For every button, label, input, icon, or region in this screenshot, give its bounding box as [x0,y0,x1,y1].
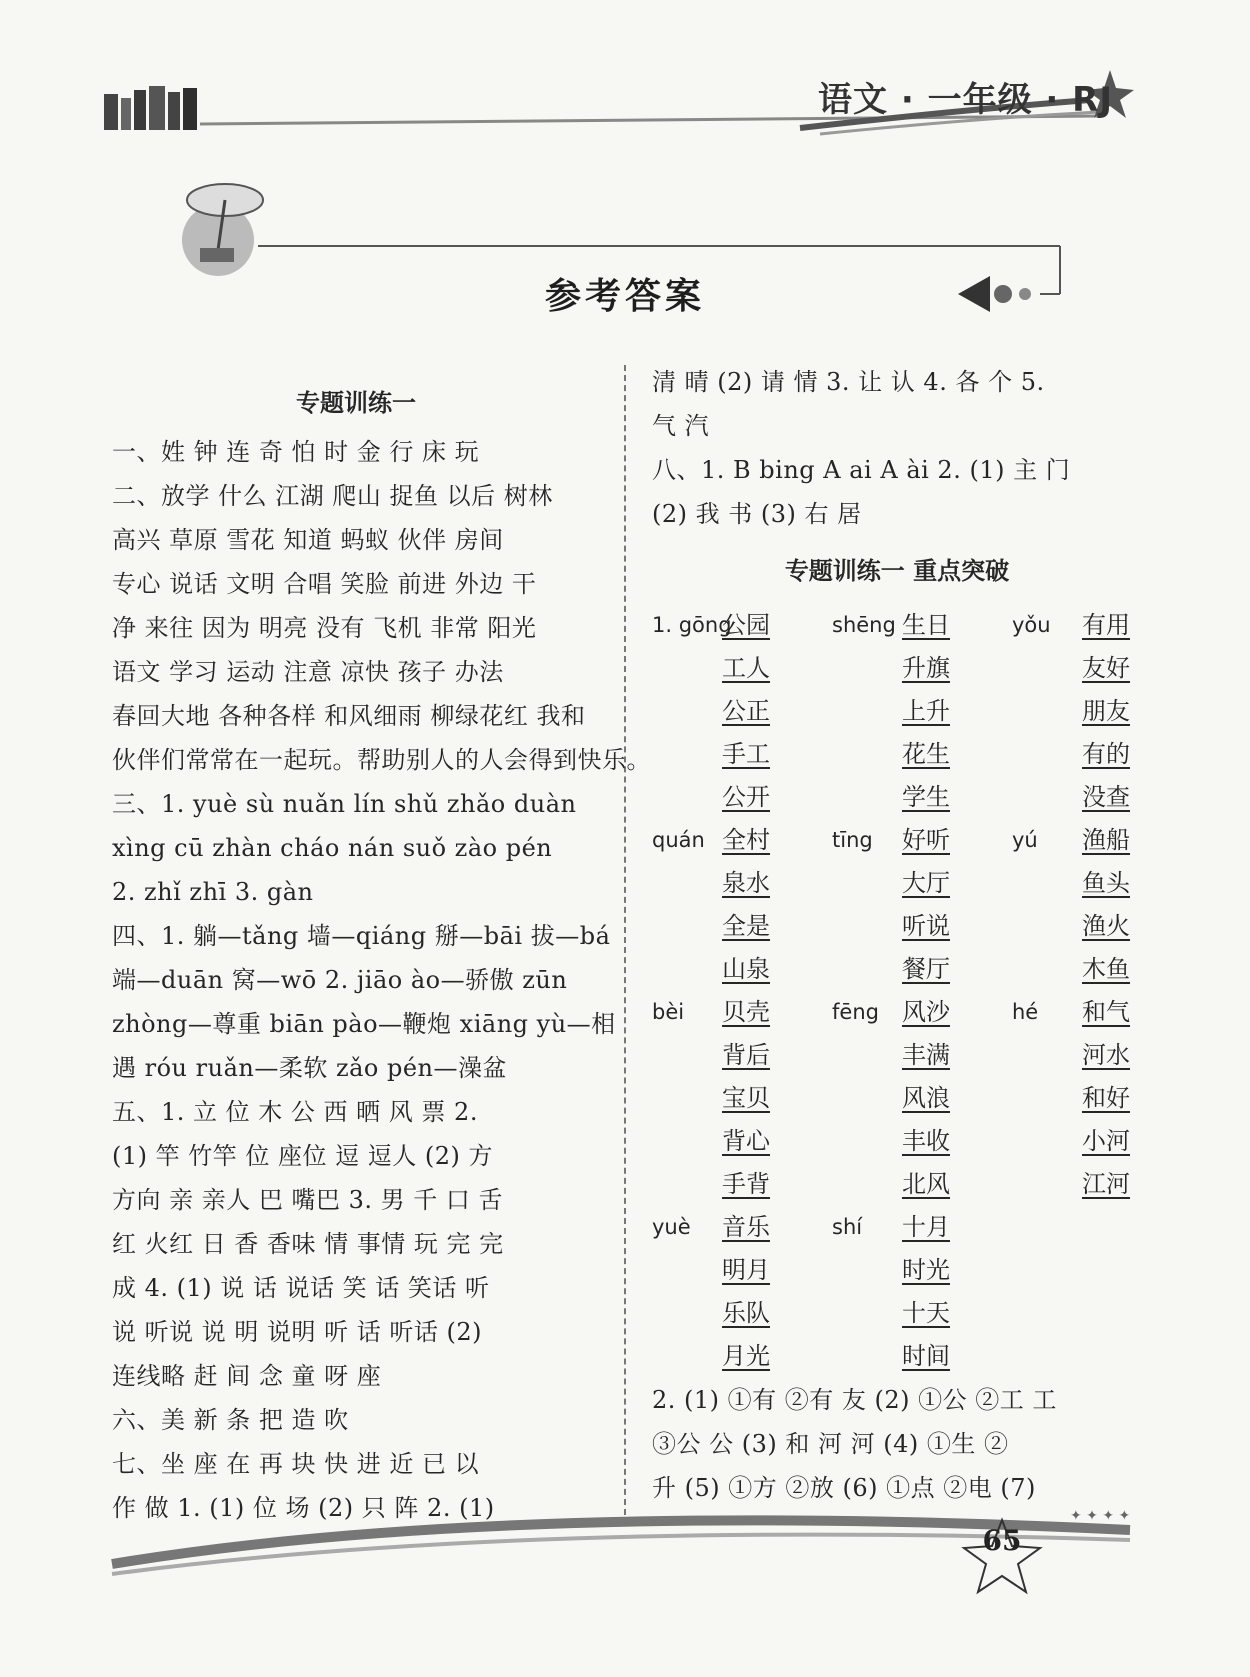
answer-line: 高兴 草原 雪花 知道 蚂蚁 伙伴 房间 [112,526,504,554]
word-answer: 听说 [902,912,950,940]
answer-line: 连线略 赶 间 念 童 呀 座 [112,1362,382,1390]
word-group-row [652,905,1142,948]
word-answer: 丰满 [902,1041,950,1069]
word-group-row [652,1163,1142,1206]
word-answer: 公开 [722,783,770,811]
word-answer: 渔船 [1082,826,1130,854]
word-group-row [652,1034,1142,1077]
word-answer: 背心 [722,1127,770,1155]
word-answer: 丰收 [902,1127,950,1155]
word-answer: 十天 [902,1299,950,1327]
word-answer: 贝壳 [722,998,770,1026]
pinyin-label: shí [832,1215,863,1239]
page-title: 参考答案 [544,275,705,317]
word-answer: 背后 [722,1041,770,1069]
answer-line: 四、1. 躺—tǎng 墙—qiáng 掰—bāi 拔—bá [112,922,611,950]
word-answer: 公正 [722,697,770,725]
word-answer: 和气 [1082,998,1130,1026]
word-answer: 山泉 [722,955,770,983]
word-answer: 音乐 [722,1213,770,1241]
answer-line: 八、1. B bing A ai A ài 2. (1) 主 门 [652,456,1071,484]
word-answer: 河水 [1082,1041,1130,1069]
word-answer: 风沙 [902,998,950,1026]
answer-line: 作 做 1. (1) 位 场 (2) 只 阵 2. (1) [112,1494,495,1522]
word-answer: 手背 [722,1170,770,1198]
word-group-row [652,862,1142,905]
answer-line: 二、放学 什么 江湖 爬山 捉鱼 以后 树林 [112,482,553,510]
pinyin-label: yuè [652,1215,691,1239]
word-answer: 木鱼 [1082,955,1130,983]
pinyin-label: hé [1012,1000,1039,1024]
word-answer: 工人 [722,654,770,682]
answer-line: 方向 亲 亲人 巴 嘴巴 3. 男 千 口 舌 [112,1186,504,1214]
page-number: 65 [982,1524,1022,1557]
answer-line: 2. zhǐ zhī 3. gàn [112,878,314,906]
word-group-row [652,1335,1142,1378]
answer-line: 语文 学习 运动 注意 凉快 孩子 办法 [112,658,504,686]
word-answer: 北风 [902,1170,950,1198]
answer-line: zhòng—尊重 biān pào—鞭炮 xiāng yù—相 [112,1010,616,1038]
word-answer: 江河 [1082,1170,1130,1198]
section-title-left: 专题训练一 [296,389,416,417]
word-answer: 十月 [902,1213,950,1241]
word-answer: 时光 [902,1256,950,1284]
answer-line: 2. (1) ①有 ②有 友 (2) ①公 ②工 工 [652,1386,1057,1414]
word-answer: 全村 [722,826,770,854]
word-answer: 鱼头 [1082,869,1130,897]
word-group-row [652,604,1142,647]
word-group-row [652,647,1142,690]
word-answer: 渔火 [1082,912,1130,940]
answer-line: 春回大地 各种各样 和风细雨 柳绿花红 我和 [112,702,586,730]
answer-line: 一、姓 钟 连 奇 怕 时 金 行 床 玩 [112,438,480,466]
answer-line: 六、美 新 条 把 造 吹 [112,1406,349,1434]
left-column [112,376,651,1530]
pinyin-label: yú [1012,828,1038,852]
answer-line: 清 晴 (2) 请 情 3. 让 认 4. 各 个 5. [652,368,1045,396]
word-group-row [652,1120,1142,1163]
answer-line: 端—duān 窝—wō 2. jiāo ào—骄傲 zūn [112,966,568,994]
word-group-row [652,991,1142,1034]
word-answer: 乐队 [722,1299,770,1327]
answer-line: 三、1. yuè sù nuǎn lín shǔ zhǎo duàn [112,790,577,818]
word-answer: 花生 [902,740,950,768]
word-answer: 大厅 [902,869,950,897]
pinyin-label: tīng [832,828,873,852]
word-group-row [652,948,1142,991]
answer-line: 气 汽 [652,412,710,440]
word-answer: 全是 [722,912,770,940]
svg-text:✦ ✦ ✦ ✦: ✦ ✦ ✦ ✦ [1070,1508,1131,1524]
answer-line: 净 来往 因为 明亮 没有 飞机 非常 阳光 [112,614,537,642]
satellite-dish-icon [182,184,263,276]
word-answer: 小河 [1082,1127,1130,1155]
word-group-row [652,1292,1142,1335]
word-answer: 泉水 [722,869,770,897]
answer-line: 七、坐 座 在 再 块 快 进 近 已 以 [112,1450,480,1478]
answer-line: 专心 说话 文明 合唱 笑脸 前进 外边 干 [112,570,537,598]
word-answer: 友好 [1082,654,1130,682]
word-answer: 有用 [1082,611,1130,639]
word-group-row [652,1249,1142,1292]
pinyin-label: yǒu [1012,613,1051,637]
word-answer: 上升 [902,697,950,725]
pinyin-label: quán [652,828,705,852]
answer-line: 五、1. 立 位 木 公 西 晒 风 票 2. [112,1098,478,1126]
word-group-row [652,733,1142,776]
answer-line: (2) 我 书 (3) 右 居 [652,500,862,528]
word-group-row [652,690,1142,733]
footer-decoration [0,1500,1250,1677]
pinyin-label: 1. gōng [652,613,732,637]
right-column [652,360,1142,1510]
answer-line: 升 (5) ①方 ②放 (6) ①点 ②电 (7) [652,1474,1036,1502]
word-group-row [652,1077,1142,1120]
word-group-row [652,1206,1142,1249]
word-group-row [652,776,1142,819]
word-answer: 月光 [722,1342,770,1370]
answer-line: 遇 róu ruǎn—柔软 zǎo pén—澡盆 [112,1054,508,1082]
word-answer: 和好 [1082,1084,1130,1112]
word-groups [652,604,1142,1378]
word-answer: 学生 [902,783,950,811]
word-answer: 有的 [1082,740,1130,768]
word-answer: 公园 [722,611,770,639]
word-answer: 风浪 [902,1084,950,1112]
answer-line: 成 4. (1) 说 话 说话 笑 话 笑话 听 [112,1274,490,1302]
answer-line: xìng cū zhàn cháo nán suǒ zào pén [112,834,553,862]
header-title: 语文 · 一年级 · RJ [818,80,1114,120]
pinyin-label: shēng [832,613,896,637]
pinyin-label: fēng [832,1000,879,1024]
word-group-row [652,819,1142,862]
word-answer: 生日 [902,611,950,639]
answer-line: 伙伴们常常在一起玩。帮助别人的人会得到快乐。 [112,746,651,774]
section-title-right: 专题训练一 重点突破 [784,557,1010,585]
word-answer: 宝贝 [722,1084,770,1112]
word-answer: 时间 [902,1342,950,1370]
word-answer: 升旗 [902,654,950,682]
word-answer: 没查 [1082,783,1130,811]
word-answer: 手工 [722,740,770,768]
books-icon [104,86,197,130]
word-answer: 朋友 [1082,697,1130,725]
word-answer: 明月 [722,1256,770,1284]
pinyin-label: bèi [652,1000,685,1024]
answer-line: (1) 竿 竹竿 位 座位 逗 逗人 (2) 方 [112,1142,494,1170]
word-answer: 好听 [902,826,950,854]
word-answer: 餐厅 [902,955,950,983]
column-divider [624,365,626,1515]
answer-line: 说 听说 说 明 说明 听 话 听话 (2) [112,1318,483,1346]
answer-line: 红 火红 日 香 香味 情 事情 玩 完 完 [112,1230,504,1258]
answer-line: ③公 公 (3) 和 河 河 (4) ①生 ② [652,1430,1009,1458]
